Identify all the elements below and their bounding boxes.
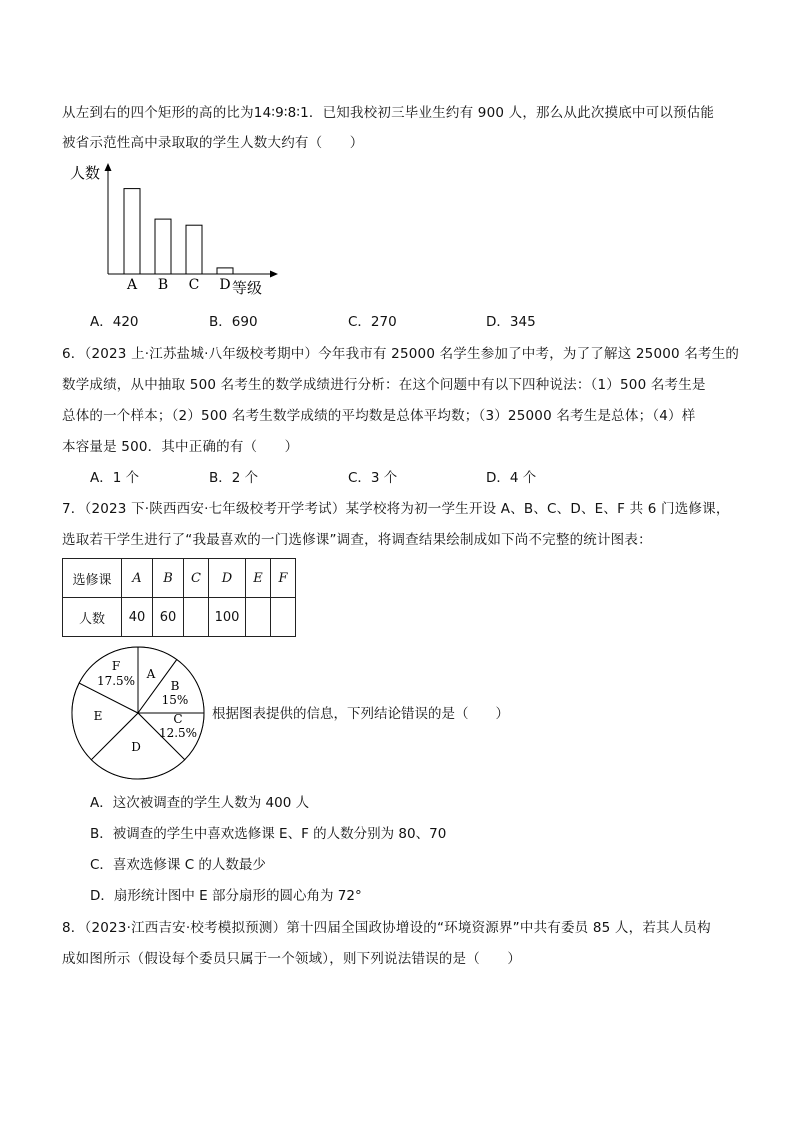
q6-option-b[interactable]: B．2 个	[209, 470, 259, 486]
x-axis-arrow	[270, 271, 278, 278]
bar-d	[217, 268, 233, 274]
q8-line-2: 成如图所示（假设每个委员只属于一个领域），则下列说法错误的是（ ）	[62, 951, 522, 967]
q6-option-a[interactable]: A．1 个	[90, 470, 140, 486]
q5-line-1: 从左到右的四个矩形的高的比为14∶9∶8∶1．已知我校初三毕业生约有 900 人，那么从此次摸底中可以预估能	[62, 105, 715, 121]
q7-option-a[interactable]: A．这次被调查的学生人数为 400 人	[90, 795, 310, 811]
bar-label-d: D	[219, 277, 231, 293]
y-axis-arrow	[105, 163, 112, 171]
pie-chart	[68, 643, 208, 783]
table-course-b: B	[153, 559, 184, 598]
bar-label-c: C	[188, 277, 200, 293]
table-course-f: F	[271, 559, 296, 598]
bar-c	[186, 225, 202, 274]
q6-line-1: 6．（2023 上·江苏盐城·八年级校考期中）今年我市有 25000 名学生参加了中考，为了了解这 25000 名考生的	[62, 346, 740, 362]
bar-chart	[66, 160, 286, 300]
q5-option-a[interactable]: A．420	[90, 314, 139, 330]
pie-label-b: B	[170, 679, 180, 693]
table-course-c: C	[184, 559, 209, 598]
q6-line-2: 数学成绩，从中抽取 500 名考生的数学成绩进行分析：在这个问题中有以下四种说法：（1）500 名考生是	[62, 377, 706, 393]
table-course-d: D	[209, 559, 246, 598]
q7-line-2: 选取若干学生进行了“我最喜欢的一门选修课”调查，将调查结果绘制成如下尚不完整的统计图表：	[62, 532, 652, 548]
pie-label-a: A	[146, 667, 156, 681]
q6-line-4: 本容量是 500．其中正确的有（ ）	[62, 439, 299, 455]
bar-chart-xlabel: 等级	[232, 279, 263, 297]
q7-line-1: 7．（2023 下·陕西西安·七年级校考开学考试）某学校将为初一学生开设 A、B、C、D、E、F 共 6 门选修课，	[62, 501, 730, 517]
table-header-course: 选修课	[63, 559, 122, 598]
table-count-f	[271, 598, 296, 637]
pie-label-d: D	[131, 740, 141, 754]
q5-option-d[interactable]: D．345	[486, 314, 536, 330]
table-row-courses	[63, 559, 296, 598]
bar-label-b: B	[157, 277, 169, 293]
table-count-e	[246, 598, 271, 637]
q7-caption: 根据图表提供的信息，下列结论错误的是（ ）	[212, 706, 509, 722]
q7-option-c[interactable]: C．喜欢选修课 C 的人数最少	[90, 857, 266, 873]
q6-line-3: 总体的一个样本；（2）500 名考生数学成绩的平均数是总体平均数；（3）25000 名考生是总体；（4）样	[62, 408, 696, 424]
survey-table	[62, 558, 296, 637]
table-count-c	[184, 598, 209, 637]
pie-label-f: F	[111, 659, 121, 673]
table-course-a: A	[122, 559, 153, 598]
table-count-a: 40	[122, 598, 153, 637]
q7-option-b[interactable]: B．被调查的学生中喜欢选修课 E、F 的人数分别为 80、70	[90, 826, 447, 842]
bar-chart-ylabel: 人数	[70, 164, 101, 182]
q6-option-c[interactable]: C．3 个	[348, 470, 398, 486]
pie-label-c: C	[173, 712, 183, 726]
q5-option-b[interactable]: B．690	[209, 314, 258, 330]
table-count-d: 100	[209, 598, 246, 637]
pie-pct-f: 17.5%	[96, 674, 136, 688]
q8-line-1: 8．（2023·江西吉安·校考模拟预测）第十四届全国政协增设的“环境资源界”中共有委员 85 人，若其人员构	[62, 920, 711, 936]
pie-pct-c: 12.5%	[158, 726, 198, 740]
q5-line-2: 被省示范性高中录取取的学生人数大约有（ ）	[62, 135, 364, 151]
pie-pct-b: 15%	[161, 693, 189, 707]
pie-label-e: E	[93, 709, 103, 723]
bar-b	[155, 219, 171, 274]
bar-label-a: A	[126, 277, 138, 293]
q6-option-d[interactable]: D．4 个	[486, 470, 537, 486]
table-row-counts	[63, 598, 296, 637]
table-course-e: E	[246, 559, 271, 598]
q7-option-d[interactable]: D．扇形统计图中 E 部分扇形的圆心角为 72°	[90, 888, 362, 904]
q5-option-c[interactable]: C．270	[348, 314, 397, 330]
table-header-count: 人数	[63, 598, 122, 637]
bar-a	[124, 189, 140, 274]
table-count-b: 60	[153, 598, 184, 637]
